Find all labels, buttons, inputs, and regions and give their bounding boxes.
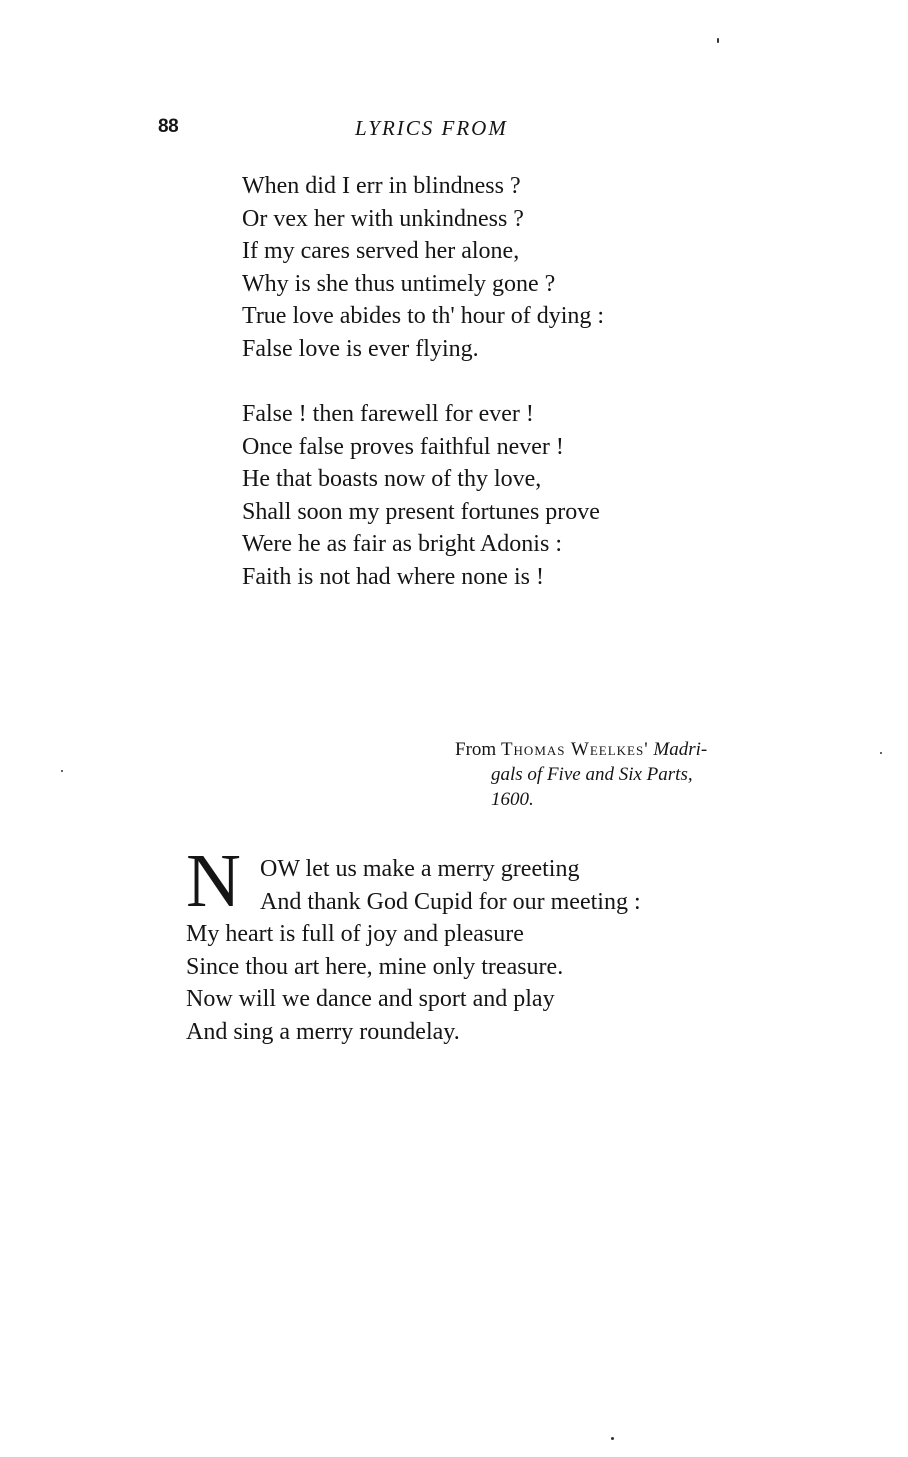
poem-line: Were he as fair as bright Adonis : bbox=[242, 531, 562, 558]
attribution-title-part1: Madri- bbox=[653, 739, 708, 760]
attribution-line-1 bbox=[455, 737, 707, 762]
scan-speck bbox=[61, 770, 63, 772]
poem-line: Or vex her with unkindness ? bbox=[242, 205, 524, 232]
poem-line: Now will we dance and sport and play bbox=[186, 986, 555, 1013]
scan-speck bbox=[717, 38, 719, 43]
poem-line: And sing a merry roundelay. bbox=[186, 1018, 460, 1045]
poem-line: If my cares served her alone, bbox=[242, 238, 520, 265]
attribution-author: Thomas Weelkes' bbox=[500, 739, 649, 760]
poem-2 bbox=[186, 853, 641, 1049]
attribution-year: 1600. bbox=[491, 789, 534, 810]
poem-line: When did I err in blindness ? bbox=[242, 173, 521, 199]
poem-stanza-2 bbox=[242, 398, 600, 594]
poem-line-first: OW let us make a merry greeting bbox=[260, 856, 580, 882]
attribution-title-part2: gals of Five and Six Parts, bbox=[491, 764, 693, 785]
drop-cap: N bbox=[186, 839, 241, 923]
poem-line: My heart is full of joy and pleasure bbox=[186, 921, 524, 948]
scan-speck bbox=[611, 1437, 614, 1440]
running-head: LYRICS FROM bbox=[355, 116, 508, 140]
attribution-from: From bbox=[455, 739, 497, 760]
page-number: 88 bbox=[158, 116, 179, 137]
poem-line: True love abides to th' hour of dying : bbox=[242, 303, 605, 330]
poem-line: And thank God Cupid for our meeting : bbox=[260, 888, 641, 915]
poem-line: He that boasts now of thy love, bbox=[242, 466, 542, 493]
poem-line: Why is she thus untimely gone ? bbox=[242, 270, 556, 297]
poem-line: Shall soon my present fortunes prove bbox=[242, 498, 600, 525]
scan-speck bbox=[880, 752, 882, 754]
poem-line: False ! then farewell for ever ! bbox=[242, 401, 534, 427]
poem-line: Once false proves faithful never ! bbox=[242, 433, 564, 460]
poem-line: False love is ever flying. bbox=[242, 335, 479, 362]
poem-line: Since thou art here, mine only treasure. bbox=[186, 953, 564, 980]
poem-line: Faith is not had where none is ! bbox=[242, 563, 544, 590]
poem-stanza-1 bbox=[242, 170, 604, 366]
source-attribution bbox=[455, 737, 707, 812]
